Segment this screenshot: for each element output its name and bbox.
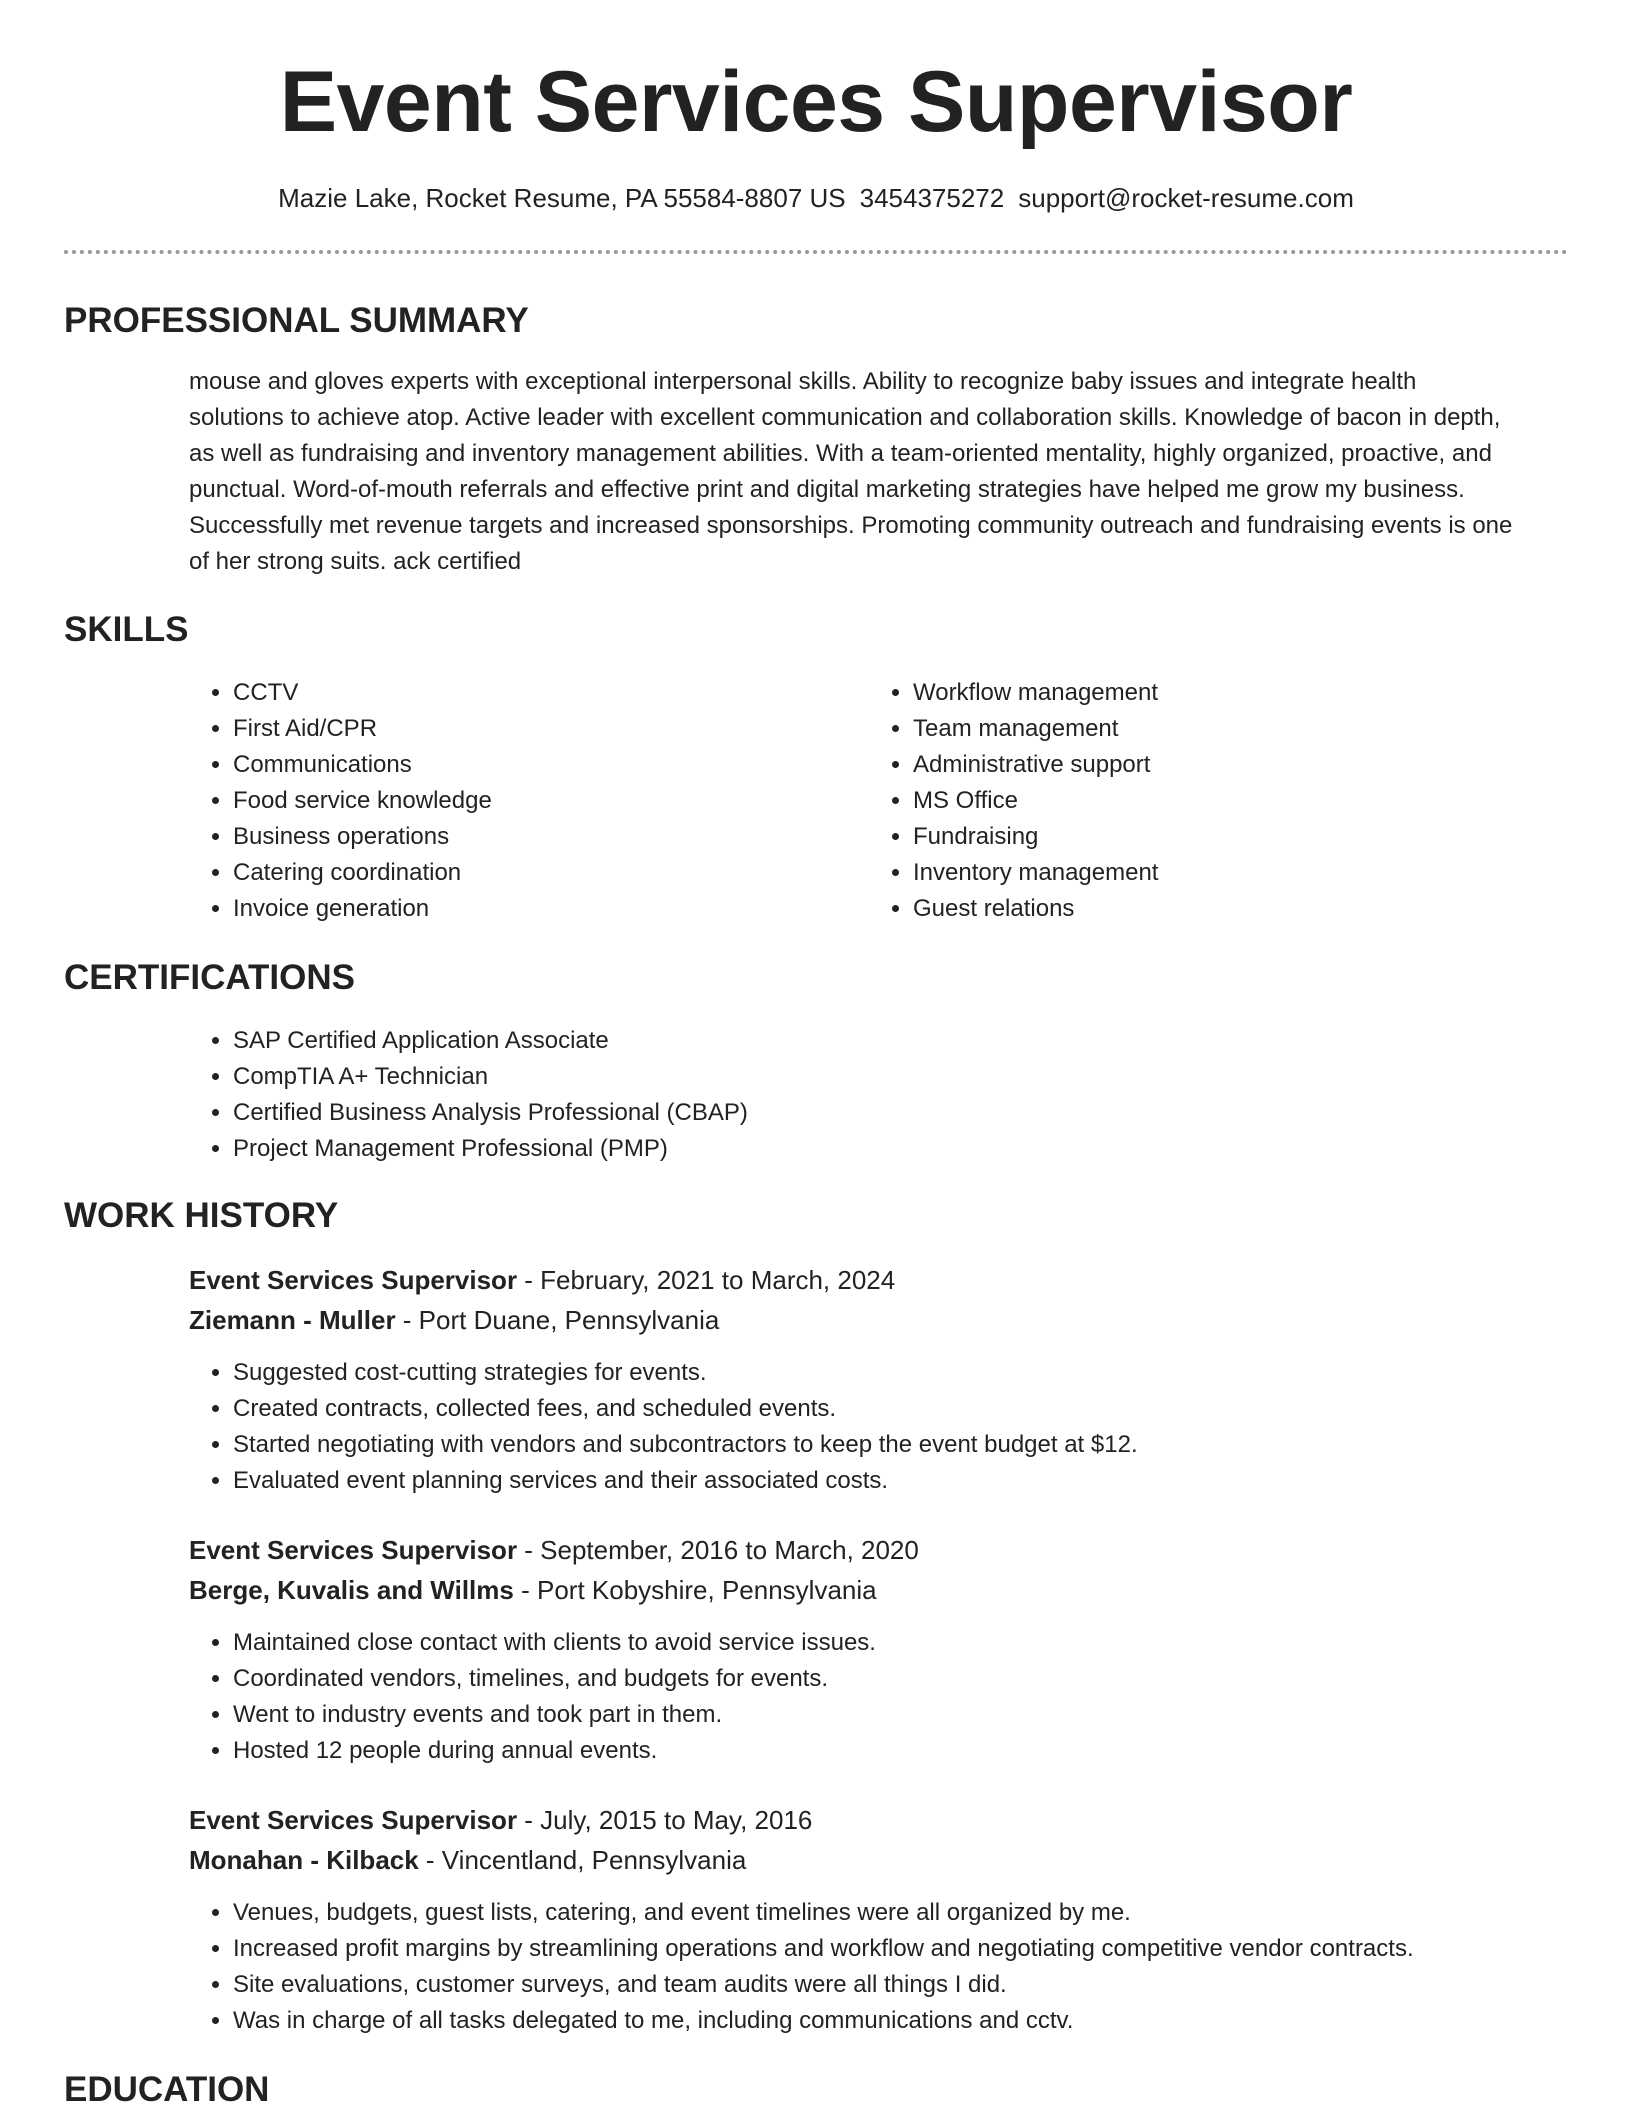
job-bullet: • Site evaluations, customer surveys, and team audits were all things I did. [233, 1967, 1632, 2003]
skills-list-left [189, 675, 833, 927]
summary-text [189, 364, 1569, 580]
resume-name-heading: Event Services Supervisor [279, 54, 1353, 150]
job-bullets [189, 1355, 1613, 1499]
job-company-line [189, 1842, 746, 1878]
skill-item: • Fundraising [913, 819, 1513, 855]
job-bullet: • Was in charge of all tasks delegated to me, including communications and cctv. [233, 2003, 1632, 2039]
section-title-skills: SKILLS [64, 610, 189, 649]
job-bullet: • Created contracts, collected fees, and scheduled events. [233, 1391, 1613, 1427]
contact-info [0, 180, 1632, 216]
job-location: - Port Kobyshire, Pennsylvania [513, 1575, 877, 1605]
summary-line: mouse and gloves experts with exceptional interpersonal skills. Ability to recognize baby issues and integrate health [189, 368, 1417, 395]
skill-item: • Team management [913, 711, 1513, 747]
job-bullet: • Maintained close contact with clients to avoid service issues. [233, 1625, 1613, 1661]
skill-item: • Guest relations [913, 891, 1513, 927]
job-company: Ziemann - Muller [189, 1305, 396, 1335]
job-location: - Port Duane, Pennsylvania [395, 1305, 720, 1335]
job-company: Monahan - Kilback [189, 1845, 419, 1875]
job-title-line [189, 1262, 895, 1298]
contact-address: Mazie Lake, Rocket Resume, PA 55584-8807 US [278, 183, 846, 213]
skill-item: • Invoice generation [233, 891, 833, 927]
skill-item: • Business operations [233, 819, 833, 855]
skill-item: • CCTV [233, 675, 833, 711]
job-title-line [189, 1802, 812, 1838]
skill-item: • Food service knowledge [233, 783, 833, 819]
job-title: Event Services Supervisor [189, 1535, 518, 1565]
skill-item: • Catering coordination [233, 855, 833, 891]
job-bullet: • Went to industry events and took part in them. [233, 1697, 1613, 1733]
job-dates: - September, 2016 to March, 2020 [517, 1535, 919, 1565]
certification-item: • CompTIA A+ Technician [233, 1059, 1433, 1095]
job-title-line [189, 1532, 919, 1568]
summary-line: punctual. Word-of-mouth referrals and effective print and digital marketing strategies have helped me grow my business. [189, 476, 1465, 503]
summary-line: of her strong suits. ack certified [189, 548, 522, 575]
skill-item: • First Aid/CPR [233, 711, 833, 747]
job-company: Berge, Kuvalis and Willms [189, 1575, 514, 1605]
skill-item: • Administrative support [913, 747, 1513, 783]
section-title-summary: PROFESSIONAL SUMMARY [64, 301, 529, 340]
skill-item: • Workflow management [913, 675, 1513, 711]
summary-line: as well as fundraising and inventory management abilities. With a team-oriented mentality, highly organized, proactive, and [189, 440, 1492, 467]
summary-line: solutions to achieve atop. Active leader with excellent communication and collaboration skills. Knowledge of bacon in depth, [189, 404, 1501, 431]
contact-phone: 3454375272 [859, 183, 1005, 213]
skills-list-right [869, 675, 1513, 927]
job-location: - Vincentland, Pennsylvania [418, 1845, 747, 1875]
section-title-work-history: WORK HISTORY [64, 1196, 339, 1235]
job-dates: - February, 2021 to March, 2024 [517, 1265, 896, 1295]
job-bullet: • Suggested cost-cutting strategies for events. [233, 1355, 1613, 1391]
job-bullet: • Coordinated vendors, timelines, and budgets for events. [233, 1661, 1613, 1697]
job-dates: - July, 2015 to May, 2016 [517, 1805, 813, 1835]
section-title-certifications: CERTIFICATIONS [64, 958, 356, 997]
job-bullet: • Venues, budgets, guest lists, catering, and event timelines were all organized by me. [233, 1895, 1632, 1931]
job-bullets [189, 1625, 1613, 1769]
contact-email: support@rocket-resume.com [1018, 183, 1354, 213]
job-bullet: • Increased profit margins by streamlining operations and workflow and negotiating competitive vendor contracts. [233, 1931, 1632, 1967]
skill-item: • Communications [233, 747, 833, 783]
skill-item: • MS Office [913, 783, 1513, 819]
job-title: Event Services Supervisor [189, 1265, 518, 1295]
header-divider [64, 250, 1568, 254]
job-bullets [189, 1895, 1632, 2039]
job-company-line [189, 1572, 877, 1608]
skill-item: • Inventory management [913, 855, 1513, 891]
section-title-education: EDUCATION [64, 2070, 270, 2109]
job-bullet: • Evaluated event planning services and their associated costs. [233, 1463, 1613, 1499]
job-title: Event Services Supervisor [189, 1805, 518, 1835]
certification-item: • Certified Business Analysis Professional (CBAP) [233, 1095, 1433, 1131]
job-bullet: • Started negotiating with vendors and subcontractors to keep the event budget at $12. [233, 1427, 1613, 1463]
job-company-line [189, 1302, 719, 1338]
certifications-list [189, 1023, 1433, 1167]
certification-item: • SAP Certified Application Associate [233, 1023, 1433, 1059]
job-bullet: • Hosted 12 people during annual events. [233, 1733, 1613, 1769]
summary-line: Successfully met revenue targets and increased sponsorships. Promoting community outreach and fundraising events is one [189, 512, 1513, 539]
certification-item: • Project Management Professional (PMP) [233, 1131, 1433, 1167]
